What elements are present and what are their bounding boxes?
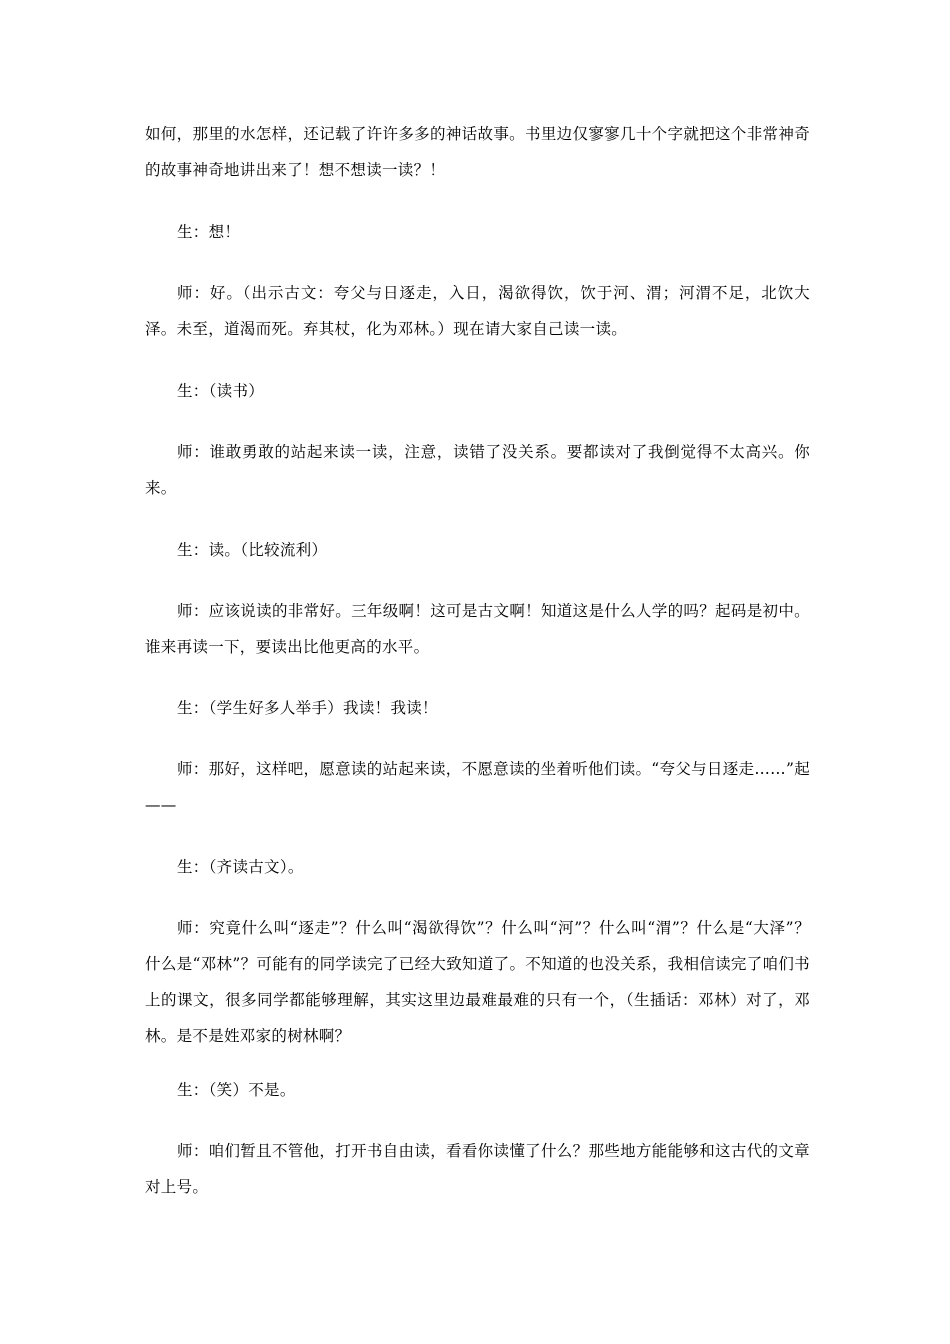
paragraph-student-4: 生：（学生好多人举手）我读！我读！ [177, 699, 438, 717]
paragraph-teacher-3: 师：应该说读的非常好。三年级啊！这可是古文啊！知道这是什么人学的吗？起码是初中。谁来再读一下，要读出比他更高的水平。 [145, 602, 810, 656]
paragraph-teacher-5: 师：究竟什么叫“逐走”？什么叫“渴欲得饮”？什么叫“河”？什么叫“渭”？什么是“大泽”？什么是“邓林”？可能有的同学读完了已经大致知道了。不知道的也没关系，我相信读完了咱们书上的课文，很多同学都能够理解，其实这里边最难最难的只有一个，（生插话：邓林）对了，邓林。是不是姓邓家的树林啊？ [145, 919, 810, 1045]
paragraph-teacher-1: 师：好。（出示古文：夸父与日逐走，入日，渴欲得饮，饮于河、渭；河渭不足，北饮大泽。未至，道渴而死。弃其杖，化为邓林。）现在请大家自己读一读。 [145, 284, 810, 338]
paragraph-student-3: 生：读。（比较流利） [177, 541, 328, 559]
paragraph-teacher-6: 师：咱们暂且不管他，打开书自由读，看看你读懂了什么？那些地方能能够和这古代的文章对上号。 [145, 1142, 810, 1196]
paragraph-student-1: 生：想！ [177, 223, 241, 241]
paragraph-student-5: 生：（齐读古文）。 [177, 858, 304, 876]
paragraph-teacher-2: 师：谁敢勇敢的站起来读一读，注意，读错了没关系。要都读对了我倒觉得不太高兴。你来。 [145, 443, 810, 497]
paragraph-teacher-4: 师：那好，这样吧，愿意读的站起来读，不愿意读的坐着听他们读。“夸父与日逐走……”起—— [145, 760, 810, 814]
paragraph-student-6: 生：（笑）不是。 [177, 1081, 296, 1099]
paragraph-student-2: 生：（读书） [177, 382, 265, 400]
paragraph-continuation: 如何，那里的水怎样，还记载了许许多多的神话故事。书里边仅寥寥几十个字就把这个非常神奇的故事神奇地讲出来了！想不想读一读？！ [145, 125, 810, 179]
